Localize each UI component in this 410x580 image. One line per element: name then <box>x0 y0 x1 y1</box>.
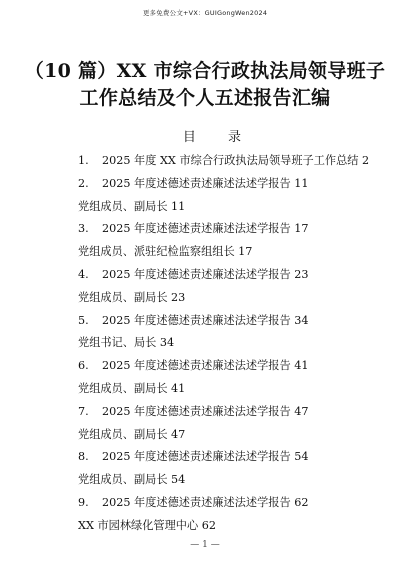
toc-entry-number: 1. <box>78 154 89 167</box>
toc-entry-6-subtitle[interactable]: 党组成员、副局长 41 <box>78 381 186 395</box>
toc-entry-title: 2025 年度述德述责述廉述法述学报告 54 <box>102 450 309 464</box>
toc-entry-3[interactable] <box>78 218 378 241</box>
toc-entry-5-subtitle[interactable]: 党组书记、局长 34 <box>78 336 175 350</box>
toc-entry-title: 2025 年度述德述责述廉述法述学报告 11 <box>102 176 309 190</box>
document-title <box>0 58 410 112</box>
toc-entry-title: 2025 年度述德述责述廉述法述学报告 34 <box>102 313 309 327</box>
toc-entry-number: 9. <box>78 495 89 509</box>
toc-entry-title: 2025 年度述德述责述廉述法述学报告 41 <box>102 359 309 373</box>
table-of-contents <box>78 150 378 538</box>
toc-entry-7[interactable] <box>78 401 378 424</box>
toc-entry-6[interactable] <box>78 355 378 378</box>
toc-entry-number: 2. <box>78 176 89 190</box>
toc-entry-number: 6. <box>78 359 89 373</box>
toc-entry-1[interactable] <box>78 150 378 173</box>
document-title-line-1: （10 篇）XX 市综合行政执法局领导班子 <box>24 60 386 82</box>
toc-entry-8-subtitle[interactable]: 党组成员、副局长 54 <box>78 473 186 487</box>
toc-entry-7-subtitle[interactable]: 党组成员、副局长 47 <box>78 427 186 441</box>
toc-entry-9[interactable] <box>78 492 378 515</box>
toc-entry-number: 4. <box>78 267 89 281</box>
toc-entry-number: 7. <box>78 404 89 418</box>
toc-entry-title: 2025 年度 XX 市综合行政执法局领导班子工作总结 2 <box>102 154 370 167</box>
toc-entry-title: 2025 年度述德述责述廉述法述学报告 17 <box>102 222 309 236</box>
toc-entry-8[interactable] <box>78 446 378 469</box>
toc-entry-5[interactable] <box>78 310 378 333</box>
toc-entry-9-subtitle[interactable]: XX 市园林绿化管理中心 62 <box>78 518 216 532</box>
toc-entry-2[interactable] <box>78 173 378 196</box>
toc-entry-number: 5. <box>78 313 89 327</box>
page-number: — 1 — <box>190 540 220 550</box>
toc-entry-2-subtitle[interactable]: 党组成员、副局长 11 <box>78 199 186 213</box>
page-header-note: 更多免费公文+VX：GUIGongWen2024 <box>142 9 268 17</box>
toc-entry-title: 2025 年度述德述责述廉述法述学报告 62 <box>102 495 309 509</box>
toc-heading: 目 录 <box>182 130 256 145</box>
document-title-line-2: 工作总结及个人五述报告汇编 <box>79 87 331 109</box>
toc-entry-title: 2025 年度述德述责述廉述法述学报告 23 <box>102 267 309 281</box>
toc-entry-number: 8. <box>78 450 89 464</box>
toc-entry-4[interactable] <box>78 264 378 287</box>
toc-entry-title: 2025 年度述德述责述廉述法述学报告 47 <box>102 404 309 418</box>
toc-entry-4-subtitle[interactable]: 党组成员、副局长 23 <box>78 290 186 304</box>
toc-entry-3-subtitle[interactable]: 党组成员、派驻纪检监察组组长 17 <box>78 245 253 259</box>
toc-entry-number: 3. <box>78 222 89 236</box>
